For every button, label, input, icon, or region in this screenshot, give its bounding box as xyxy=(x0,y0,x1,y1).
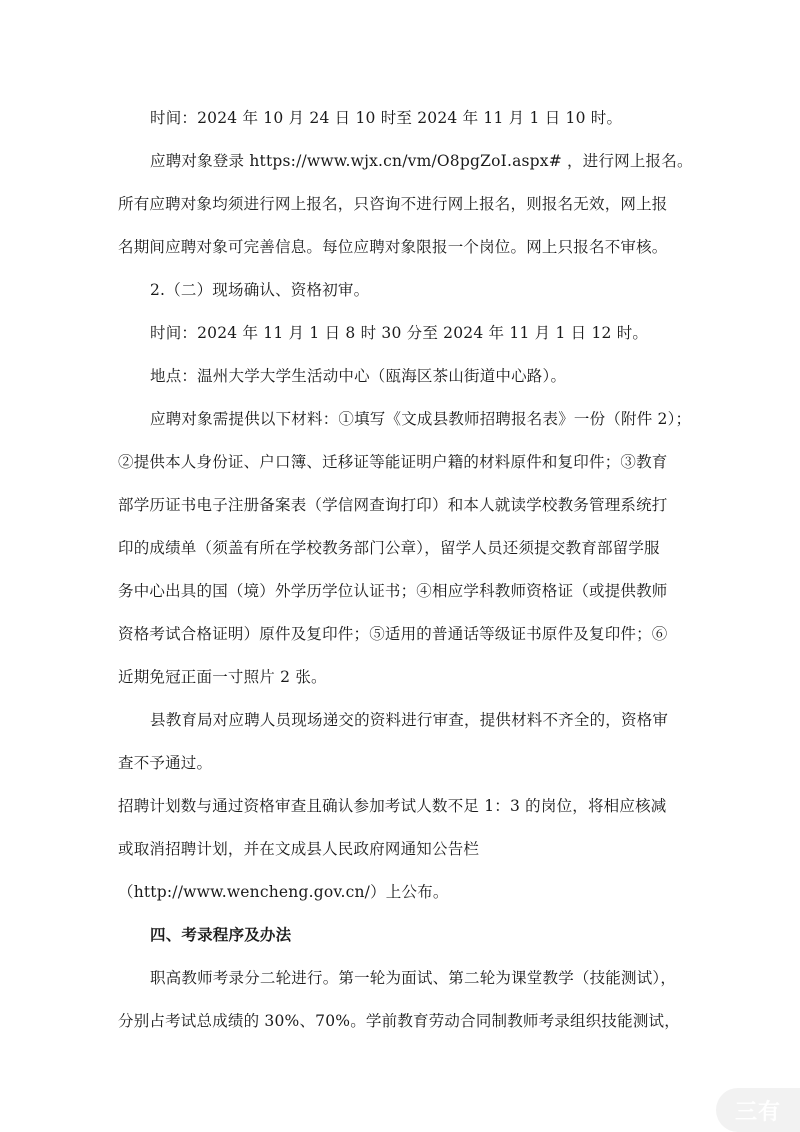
text-line: 查不予通过。 xyxy=(118,754,213,772)
text-line-materials: 应聘对象需提供以下材料：①填写《文成县教师招聘报名表》一份（附件 2）； xyxy=(150,410,692,428)
text-line: ②提供本人身份证、户口簿、迁移证等能证明户籍的材料原件和复印件；③教育 xyxy=(118,453,668,471)
text-line-gov-url: （http://www.wencheng.gov.cn/）上公布。 xyxy=(118,883,449,901)
text-line: 近期免冠正面一寸照片 2 张。 xyxy=(118,668,327,686)
section-heading-onsite: 2.（二）现场确认、资格初审。 xyxy=(150,281,370,299)
text-line: 印的成绩单（须盖有所在学校教务部门公章），留学人员还须提交教育部留学服 xyxy=(118,539,660,557)
text-line-time-onsite: 时间：2024 年 11 月 1 日 8 时 30 分至 2024 年 11 月 1 日 12 时。 xyxy=(150,324,649,342)
text-line-registration-url: 应聘对象登录 https://www.wjx.cn/vm/O8pgZoI.aspx# ，进行网上报名。 xyxy=(150,152,693,170)
text-line-review: 县教育局对应聘人员现场递交的资料进行审查，提供材料不齐全的，资格审 xyxy=(150,711,669,729)
watermark-logo: 三有 xyxy=(716,1088,800,1132)
text-line-location: 地点：温州大学大学生活动中心（瓯海区茶山街道中心路）。 xyxy=(150,367,567,385)
text-line-rounds: 职高教师考录分二轮进行。第一轮为面试、第二轮为课堂教学（技能测试）， xyxy=(150,969,677,987)
text-line-plan: 招聘计划数与通过资格审查且确认参加考试人数不足 1：3 的岗位，将相应核减 xyxy=(118,797,667,815)
text-line: 分别占考试总成绩的 30%、70%。学前教育劳动合同制教师考录组织技能测试， xyxy=(118,1012,680,1030)
text-line-time-online: 时间：2024 年 10 月 24 日 10 时至 2024 年 11 月 1 日 10 时。 xyxy=(150,109,623,127)
section-heading-procedure: 四、考录程序及办法 xyxy=(150,925,292,944)
text-line: 或取消招聘计划，并在文成县人民政府网通知公告栏 xyxy=(118,840,480,858)
text-line: 资格考试合格证明）原件及复印件；⑤适用的普通话等级证书原件及复印件；⑥ xyxy=(118,625,668,643)
text-line: 所有应聘对象均须进行网上报名，只咨询不进行网上报名，则报名无效，网上报 xyxy=(118,195,668,213)
text-line: 名期间应聘对象可完善信息。每位应聘对象限报一个岗位。网上只报名不审核。 xyxy=(118,238,668,256)
text-line: 部学历证书电子注册备案表（学信网查询打印）和本人就读学校教务管理系统打 xyxy=(118,496,668,514)
text-line: 务中心出具的国（境）外学历学位认证书；④相应学科教师资格证（或提供教师 xyxy=(118,582,668,600)
